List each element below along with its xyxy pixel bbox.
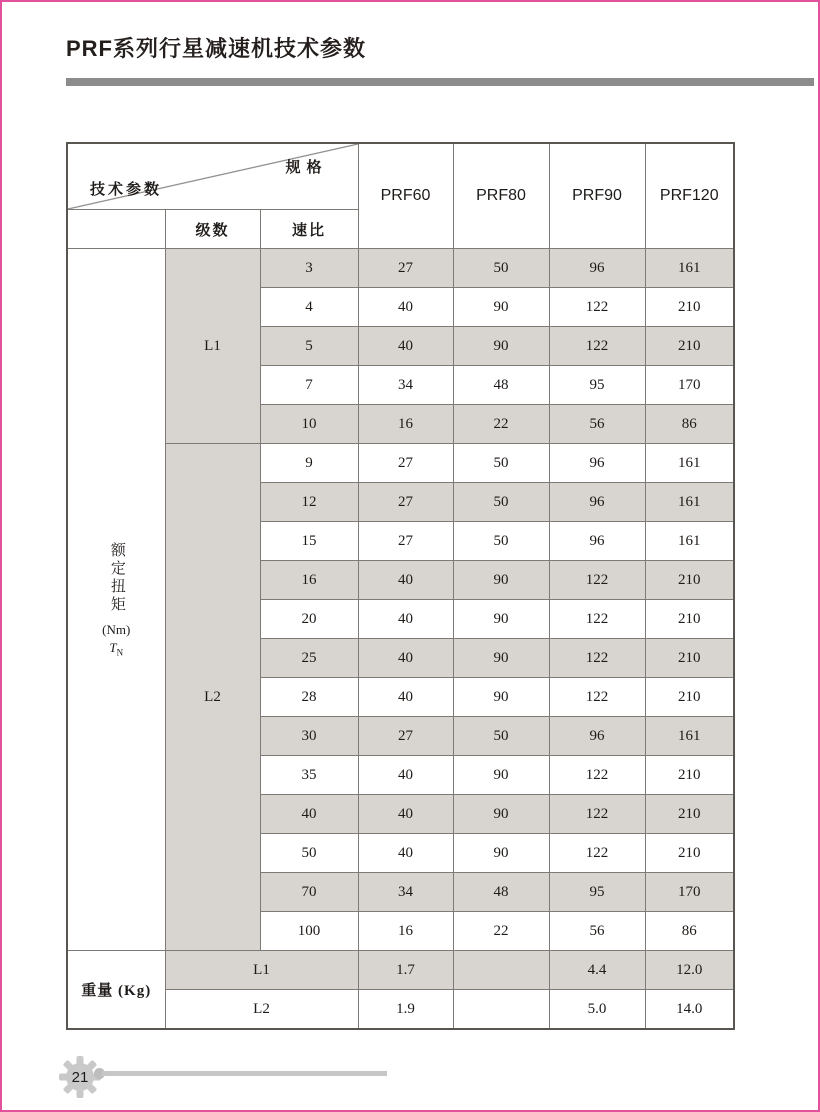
value-cell: 22 [453, 405, 549, 444]
value-cell: 122 [549, 561, 645, 600]
value-cell: 122 [549, 678, 645, 717]
value-cell: 40 [358, 756, 453, 795]
value-cell: 22 [453, 912, 549, 951]
value-cell: 210 [645, 756, 734, 795]
value-cell: 90 [453, 639, 549, 678]
value-cell: 27 [358, 522, 453, 561]
ratio-cell: 7 [260, 366, 358, 405]
value-cell: 95 [549, 366, 645, 405]
value-cell: 50 [453, 717, 549, 756]
value-cell: 27 [358, 444, 453, 483]
header-row-1 [67, 143, 734, 210]
value-cell: 40 [358, 561, 453, 600]
value-cell: 210 [645, 600, 734, 639]
column-header-prf90: PRF90 [549, 143, 645, 249]
value-cell: 96 [549, 522, 645, 561]
column-header-ratio: 速比 [260, 210, 358, 249]
value-cell: 34 [358, 873, 453, 912]
weight-row [67, 951, 734, 990]
value-cell: 90 [453, 795, 549, 834]
footer-rule [102, 1071, 387, 1076]
value-cell: 210 [645, 288, 734, 327]
spec-table [66, 142, 735, 1030]
ratio-cell: 28 [260, 678, 358, 717]
torque-label-vertical: 额定扭矩 [108, 541, 125, 614]
ratio-cell: 20 [260, 600, 358, 639]
value-cell: 86 [645, 912, 734, 951]
weight-value-cell: 12.0 [645, 951, 734, 990]
weight-value-cell: 14.0 [645, 990, 734, 1030]
ratio-cell: 5 [260, 327, 358, 366]
weight-stage-cell-l2: L2 [165, 990, 358, 1030]
column-header-prf80: PRF80 [453, 143, 549, 249]
ratio-cell: 100 [260, 912, 358, 951]
value-cell: 48 [453, 366, 549, 405]
value-cell: 40 [358, 327, 453, 366]
ratio-cell: 35 [260, 756, 358, 795]
value-cell: 40 [358, 834, 453, 873]
weight-row [67, 990, 734, 1030]
weight-value-cell: 5.0 [549, 990, 645, 1030]
value-cell: 50 [453, 522, 549, 561]
table-body [67, 249, 734, 1030]
value-cell: 210 [645, 561, 734, 600]
empty-header-cell [67, 210, 165, 249]
diagonal-header-cell [67, 143, 358, 210]
weight-label-cell: 重量 (Kg) [67, 951, 165, 1030]
value-cell: 95 [549, 873, 645, 912]
value-cell: 40 [358, 795, 453, 834]
value-cell: 86 [645, 405, 734, 444]
value-cell: 40 [358, 288, 453, 327]
stage-cell-l2: L2 [165, 444, 260, 951]
value-cell: 16 [358, 405, 453, 444]
ratio-cell: 25 [260, 639, 358, 678]
ratio-cell: 40 [260, 795, 358, 834]
value-cell: 50 [453, 483, 549, 522]
table-header [67, 143, 734, 249]
value-cell: 122 [549, 639, 645, 678]
value-cell: 40 [358, 639, 453, 678]
weight-value-cell: 1.7 [358, 951, 453, 990]
weight-value-cell [453, 951, 549, 990]
value-cell: 170 [645, 366, 734, 405]
ratio-cell: 16 [260, 561, 358, 600]
page-number: 21 [71, 1068, 89, 1086]
title-underline-bar [66, 78, 814, 86]
ratio-cell: 3 [260, 249, 358, 288]
value-cell: 90 [453, 834, 549, 873]
value-cell: 210 [645, 834, 734, 873]
page-title: PRF系列行星减速机技术参数 [66, 36, 367, 61]
ratio-cell: 9 [260, 444, 358, 483]
value-cell: 27 [358, 483, 453, 522]
value-cell: 210 [645, 327, 734, 366]
table-row [67, 249, 734, 288]
value-cell: 122 [549, 756, 645, 795]
table-row [67, 444, 734, 483]
column-header-stage: 级数 [165, 210, 260, 249]
value-cell: 96 [549, 444, 645, 483]
value-cell: 27 [358, 717, 453, 756]
value-cell: 122 [549, 288, 645, 327]
weight-value-cell [453, 990, 549, 1030]
torque-label-cell [67, 249, 165, 951]
ratio-cell: 10 [260, 405, 358, 444]
value-cell: 90 [453, 288, 549, 327]
value-cell: 161 [645, 483, 734, 522]
value-cell: 161 [645, 444, 734, 483]
ratio-cell: 15 [260, 522, 358, 561]
ratio-cell: 12 [260, 483, 358, 522]
value-cell: 48 [453, 873, 549, 912]
value-cell: 50 [453, 249, 549, 288]
value-cell: 210 [645, 795, 734, 834]
value-cell: 27 [358, 249, 453, 288]
value-cell: 210 [645, 678, 734, 717]
value-cell: 161 [645, 249, 734, 288]
value-cell: 96 [549, 483, 645, 522]
ratio-cell: 70 [260, 873, 358, 912]
column-header-prf60: PRF60 [358, 143, 453, 249]
value-cell: 161 [645, 717, 734, 756]
value-cell: 96 [549, 249, 645, 288]
value-cell: 122 [549, 834, 645, 873]
value-cell: 90 [453, 327, 549, 366]
corner-label-params: 技术参数 [90, 182, 163, 198]
value-cell: 90 [453, 756, 549, 795]
value-cell: 34 [358, 366, 453, 405]
corner-label-spec: 规格 [285, 160, 328, 176]
value-cell: 96 [549, 717, 645, 756]
value-cell: 90 [453, 678, 549, 717]
value-cell: 122 [549, 327, 645, 366]
ratio-cell: 50 [260, 834, 358, 873]
weight-value-cell: 4.4 [549, 951, 645, 990]
value-cell: 170 [645, 873, 734, 912]
value-cell: 161 [645, 522, 734, 561]
value-cell: 210 [645, 639, 734, 678]
ratio-cell: 30 [260, 717, 358, 756]
value-cell: 90 [453, 600, 549, 639]
value-cell: 16 [358, 912, 453, 951]
value-cell: 122 [549, 795, 645, 834]
value-cell: 40 [358, 678, 453, 717]
value-cell: 40 [358, 600, 453, 639]
weight-value-cell: 1.9 [358, 990, 453, 1030]
value-cell: 90 [453, 561, 549, 600]
value-cell: 56 [549, 405, 645, 444]
column-header-prf120: PRF120 [645, 143, 734, 249]
weight-stage-cell-l1: L1 [165, 951, 358, 990]
torque-unit: (Nm) [102, 621, 131, 637]
stage-cell-l1: L1 [165, 249, 260, 444]
value-cell: 122 [549, 600, 645, 639]
torque-symbol: $T_N$ [109, 639, 124, 658]
ratio-cell: 4 [260, 288, 358, 327]
value-cell: 50 [453, 444, 549, 483]
value-cell: 56 [549, 912, 645, 951]
